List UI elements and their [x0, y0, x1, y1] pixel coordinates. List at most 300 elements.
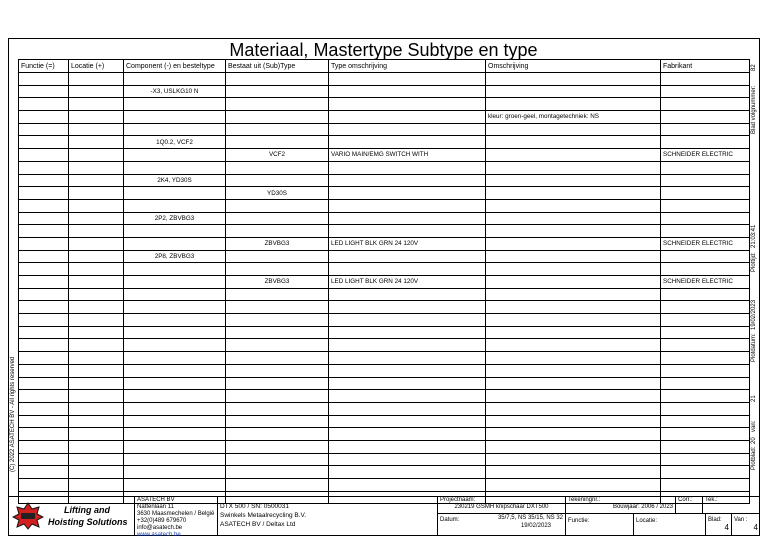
table-cell [486, 149, 661, 162]
table-cell [19, 326, 69, 339]
table-cell [19, 73, 69, 86]
table-cell [19, 390, 69, 403]
table-cell [661, 187, 750, 200]
table-cell [19, 440, 69, 453]
table-cell [329, 301, 486, 314]
functie-label: Functie: [568, 518, 590, 524]
plottijd-label: Plottijd: [751, 252, 757, 272]
table-cell [19, 288, 69, 301]
table-cell [226, 85, 329, 98]
table-cell [226, 288, 329, 301]
corr-box [676, 496, 703, 514]
datum-line2: 19/02/2023 [520, 523, 551, 529]
table-cell [124, 111, 226, 124]
table-cell [226, 339, 329, 352]
table-cell [226, 123, 329, 136]
material-table [18, 59, 750, 504]
table-cell [226, 352, 329, 365]
table-cell [69, 326, 124, 339]
table-row [19, 123, 750, 136]
table-row [19, 428, 750, 441]
tek-box [703, 496, 760, 514]
table-cell [124, 225, 226, 238]
table-cell [69, 276, 124, 289]
table-cell [486, 263, 661, 276]
plottijd-value: 21:03:41 [751, 224, 757, 248]
table-cell [661, 199, 750, 212]
table-cell [226, 136, 329, 149]
table-cell [226, 415, 329, 428]
table-cell [124, 161, 226, 174]
column-header: Component (-) en besteltype [124, 60, 226, 73]
table-cell [69, 225, 124, 238]
plotblad-value: 20 [751, 437, 757, 444]
table-row [19, 288, 750, 301]
table-cell [19, 364, 69, 377]
table-cell [69, 136, 124, 149]
blad-label: Blad: [708, 517, 722, 523]
table-cell [69, 149, 124, 162]
table-cell [124, 440, 226, 453]
table-row [19, 402, 750, 415]
functie-box [566, 514, 634, 536]
table-cell [69, 415, 124, 428]
table-cell [329, 85, 486, 98]
table-cell [124, 415, 226, 428]
table-cell [329, 377, 486, 390]
table-cell [19, 301, 69, 314]
table-cell [661, 453, 750, 466]
table-cell [661, 85, 750, 98]
column-header: Functie (=) [19, 60, 69, 73]
table-cell [19, 466, 69, 479]
table-cell [661, 250, 750, 263]
table-cell [226, 98, 329, 111]
table-cell [19, 479, 69, 492]
table-cell [69, 73, 124, 86]
table-cell [69, 402, 124, 415]
table-cell [124, 326, 226, 339]
table-cell: kleur: groen-geel, montagetechniek: NS [486, 111, 661, 124]
tek-label: Tek.: [705, 497, 718, 503]
table-cell [69, 98, 124, 111]
table-cell [124, 263, 226, 276]
dtx-serial: DTX 500 / SN: 0500031 [220, 503, 290, 510]
email: info@asatech.be [137, 525, 183, 531]
table-cell [329, 352, 486, 365]
client-name: Swinkels Metaalrecycling B.V. [220, 512, 307, 519]
table-cell [329, 466, 486, 479]
table-cell [19, 174, 69, 187]
table-cell [329, 314, 486, 327]
table-row [19, 212, 750, 225]
table-cell [329, 73, 486, 86]
table-cell [226, 314, 329, 327]
table-cell [661, 314, 750, 327]
table-cell [124, 402, 226, 415]
table-row [19, 225, 750, 238]
table-cell [329, 123, 486, 136]
table-cell [486, 212, 661, 225]
table-cell [69, 314, 124, 327]
table-cell [69, 390, 124, 403]
table-cell [124, 149, 226, 162]
table-cell [661, 466, 750, 479]
table-cell [329, 212, 486, 225]
table-cell: 2P2, ZBVBG3 [124, 212, 226, 225]
table-cell [19, 136, 69, 149]
table-row [19, 161, 750, 174]
table-cell [19, 187, 69, 200]
table-cell [124, 453, 226, 466]
table-cell [69, 187, 124, 200]
table-cell [486, 377, 661, 390]
table-cell [486, 352, 661, 365]
table-cell [19, 149, 69, 162]
plotblad-label: Plotblad: [751, 446, 757, 470]
van-box [732, 514, 760, 536]
table-cell [19, 98, 69, 111]
table-cell [226, 111, 329, 124]
table-cell [124, 479, 226, 492]
table-cell [69, 250, 124, 263]
table-cell [124, 301, 226, 314]
table-cell [226, 479, 329, 492]
table-cell [661, 390, 750, 403]
table-cell [661, 440, 750, 453]
table-row [19, 250, 750, 263]
table-cell: LED LIGHT BLK GRN 24 120V [329, 237, 486, 250]
table-cell [661, 428, 750, 441]
table-cell [124, 377, 226, 390]
table-cell [124, 352, 226, 365]
table-row [19, 187, 750, 200]
table-cell [661, 339, 750, 352]
datum-box [438, 514, 566, 536]
locatie-label: Locatie: [636, 518, 658, 524]
table-cell [226, 263, 329, 276]
table-cell [19, 161, 69, 174]
table-row [19, 149, 750, 162]
phone: +32(0)489 679670 [137, 518, 187, 524]
table-cell [226, 428, 329, 441]
table-cell [226, 225, 329, 238]
table-cell [329, 199, 486, 212]
table-cell [69, 479, 124, 492]
table-cell [486, 390, 661, 403]
table-row [19, 199, 750, 212]
table-cell [486, 301, 661, 314]
table-cell [329, 136, 486, 149]
table-cell [486, 187, 661, 200]
table-row [19, 314, 750, 327]
blad-box [706, 514, 732, 536]
table-cell [661, 377, 750, 390]
table-cell [19, 377, 69, 390]
table-cell [124, 73, 226, 86]
address-line2: 3630 Maasmechelen / België [137, 511, 215, 517]
table-cell [486, 174, 661, 187]
table-cell [329, 440, 486, 453]
table-cell [486, 250, 661, 263]
table-cell [69, 339, 124, 352]
table-row [19, 237, 750, 250]
table-cell [69, 453, 124, 466]
table-cell [69, 237, 124, 250]
table-cell [329, 364, 486, 377]
table-cell [226, 377, 329, 390]
tekeningnr-box [566, 496, 676, 514]
table-cell [661, 73, 750, 86]
table-cell [69, 199, 124, 212]
table-cell [19, 352, 69, 365]
table-cell [124, 390, 226, 403]
column-header: Type omschrijving [329, 60, 486, 73]
table-cell [124, 187, 226, 200]
table-cell [661, 111, 750, 124]
table-cell: 2P8, ZBVBG3 [124, 250, 226, 263]
table-cell [19, 402, 69, 415]
blad-value: 4 [724, 523, 729, 532]
table-cell: ZBVBG3 [226, 276, 329, 289]
table-row [19, 263, 750, 276]
table-cell [124, 98, 226, 111]
table-cell [661, 364, 750, 377]
table-cell [19, 123, 69, 136]
table-cell [69, 440, 124, 453]
table-cell [226, 174, 329, 187]
table-cell: SCHNEIDER ELECTRIC [661, 276, 750, 289]
table-cell [661, 136, 750, 149]
table-cell [226, 364, 329, 377]
table-cell: LED LIGHT BLK GRN 24 120V [329, 276, 486, 289]
table-cell [226, 73, 329, 86]
table-cell [69, 174, 124, 187]
table-cell [19, 314, 69, 327]
column-header: Omschrijving [486, 60, 661, 73]
table-cell [661, 174, 750, 187]
table-cell [661, 98, 750, 111]
partner-name: ASATECH BV / Deltax Ltd [220, 521, 296, 528]
table-cell [486, 276, 661, 289]
table-cell [486, 339, 661, 352]
table-cell [124, 339, 226, 352]
table-cell [329, 111, 486, 124]
table-cell: 1Q0.2, VCF2 [124, 136, 226, 149]
table-cell [329, 428, 486, 441]
table-cell [226, 212, 329, 225]
table-cell [19, 237, 69, 250]
table-cell [661, 212, 750, 225]
table-cell [329, 161, 486, 174]
datum-label: Datum: [440, 517, 460, 523]
table-cell [19, 199, 69, 212]
table-cell [124, 466, 226, 479]
table-row [19, 479, 750, 492]
table-cell: VCF2 [226, 149, 329, 162]
table-cell [661, 301, 750, 314]
table-cell [19, 415, 69, 428]
table-cell [226, 326, 329, 339]
table-cell [329, 174, 486, 187]
table-cell [486, 415, 661, 428]
page-title: Materiaal, Mastertype Subtype en type [229, 40, 538, 60]
company-box [134, 496, 218, 536]
table-cell [486, 123, 661, 136]
table-cell [661, 326, 750, 339]
table-cell [486, 326, 661, 339]
table-cell [329, 225, 486, 238]
logo-line1: Lifting and [64, 505, 110, 515]
table-cell [329, 402, 486, 415]
asatech-logo-icon [12, 502, 44, 530]
table-cell [226, 301, 329, 314]
table-row [19, 377, 750, 390]
table-cell [69, 85, 124, 98]
table-cell [19, 225, 69, 238]
table-cell [19, 339, 69, 352]
table-cell [226, 402, 329, 415]
table-cell [486, 136, 661, 149]
table-row [19, 85, 750, 98]
projectnaam-label: Projectnaam: [440, 497, 476, 503]
column-header: Bestaat uit (Sub)Type [226, 60, 329, 73]
table-cell [124, 276, 226, 289]
table-cell [69, 352, 124, 365]
table-cell [486, 98, 661, 111]
table-cell [329, 453, 486, 466]
table-cell [486, 199, 661, 212]
table-cell [226, 250, 329, 263]
plotdatum-label: Plotdatum: [751, 333, 757, 362]
van-label: van: [751, 420, 757, 432]
van-value-tb: 4 [753, 523, 758, 532]
logo-line2: Hoisting Solutions [48, 517, 128, 527]
table-cell [661, 352, 750, 365]
website-link[interactable]: www.asatech.be [137, 532, 181, 538]
table-cell [19, 85, 69, 98]
table-cell [226, 199, 329, 212]
table-row [19, 326, 750, 339]
table-row [19, 352, 750, 365]
table-header [19, 60, 750, 73]
table-row [19, 390, 750, 403]
table-cell [486, 237, 661, 250]
table-row [19, 111, 750, 124]
table-cell [329, 98, 486, 111]
table-cell [226, 390, 329, 403]
corr-label: Corr.: [678, 497, 693, 503]
table-row [19, 301, 750, 314]
van-value: 21 [751, 395, 757, 402]
table-cell [19, 276, 69, 289]
van-label-tb: Van : [734, 517, 748, 523]
table-cell [486, 314, 661, 327]
table-cell [226, 161, 329, 174]
blad-volgnummer-value: 82 [751, 64, 757, 71]
table-row [19, 440, 750, 453]
table-cell [124, 199, 226, 212]
datum-line1: 35/7,5, NS 35/15, NS 32 [497, 515, 563, 521]
table-cell [329, 250, 486, 263]
table-cell: YD30S [226, 187, 329, 200]
table-cell [661, 123, 750, 136]
table-row [19, 364, 750, 377]
table-cell [19, 212, 69, 225]
table-cell: -X3, USLKG10 N [124, 85, 226, 98]
table-cell [486, 288, 661, 301]
table-cell [486, 73, 661, 86]
locatie-box [634, 514, 706, 536]
table-cell [69, 111, 124, 124]
table-cell [661, 415, 750, 428]
table-row [19, 466, 750, 479]
table-cell [124, 428, 226, 441]
table-cell [329, 415, 486, 428]
address-line1: Nattenlaan 11 [137, 504, 174, 510]
table-cell: SCHNEIDER ELECTRIC [661, 237, 750, 250]
table-cell [124, 288, 226, 301]
table-cell [69, 263, 124, 276]
table-cell [486, 402, 661, 415]
table-cell [486, 453, 661, 466]
column-header: Fabrikant [661, 60, 750, 73]
table-cell [124, 314, 226, 327]
table-cell [329, 390, 486, 403]
table-cell [329, 263, 486, 276]
table-cell [486, 85, 661, 98]
table-cell [69, 428, 124, 441]
plotdatum-value: 19/02/2023 [751, 299, 757, 330]
table-cell [486, 479, 661, 492]
table-row [19, 415, 750, 428]
table-cell [69, 161, 124, 174]
column-header: Locatie (+) [69, 60, 124, 73]
table-cell [19, 111, 69, 124]
projectnaam-box [438, 496, 566, 514]
table-cell [661, 479, 750, 492]
table-cell [124, 364, 226, 377]
table-row [19, 73, 750, 86]
table-cell [486, 161, 661, 174]
table-cell [69, 123, 124, 136]
table-row [19, 136, 750, 149]
table-cell [226, 453, 329, 466]
machine-box [218, 496, 438, 536]
table-cell: ZBVBG3 [226, 237, 329, 250]
table-cell [329, 187, 486, 200]
bouwjaar: Bouwjaar: 2006 / 2023 [612, 504, 673, 510]
table-cell [661, 402, 750, 415]
table-row [19, 339, 750, 352]
table-cell [19, 428, 69, 441]
table-row [19, 453, 750, 466]
table-cell [661, 263, 750, 276]
table-cell [19, 250, 69, 263]
table-cell [329, 479, 486, 492]
table-cell [329, 326, 486, 339]
table-cell [19, 453, 69, 466]
table-cell [486, 428, 661, 441]
blad-volgnummer-label: Blad volgnummer: [751, 85, 757, 134]
table-cell [69, 364, 124, 377]
table-row [19, 174, 750, 187]
table-cell [329, 339, 486, 352]
copyright-notice: (C) 2022 ASATECH BV - All rights reserved [10, 356, 16, 472]
table-cell [226, 440, 329, 453]
table-row [19, 98, 750, 111]
table-cell: SCHNEIDER ELECTRIC [661, 149, 750, 162]
